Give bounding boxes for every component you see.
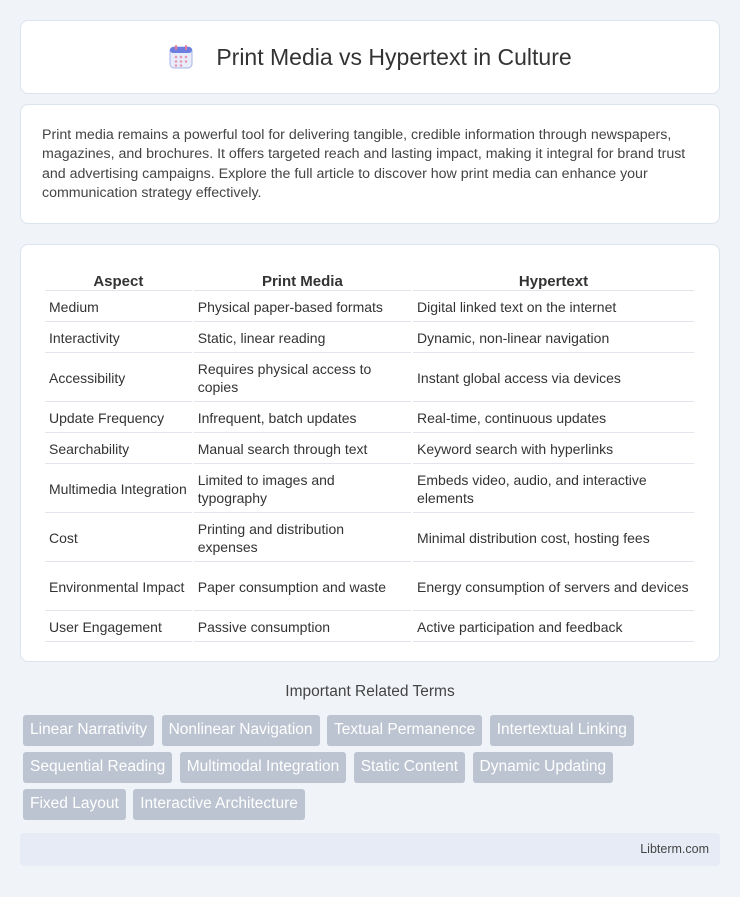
header-print-media: Print Media [194, 267, 411, 291]
intro-card [20, 104, 720, 224]
table-row [45, 466, 694, 513]
table-cell: Passive consumption [194, 613, 411, 642]
table-row [45, 564, 694, 611]
table-cell: Multimedia Integration [45, 466, 192, 513]
table-cell: Digital linked text on the internet [413, 293, 694, 322]
footer [20, 833, 720, 866]
related-terms-list [23, 715, 723, 826]
term-tag[interactable]: Linear Narrativity [23, 715, 154, 746]
term-tag[interactable]: Intertextual Linking [490, 715, 634, 746]
term-tag[interactable]: Fixed Layout [23, 789, 126, 820]
header-hypertext: Hypertext [413, 267, 694, 291]
table-cell: Requires physical access to copies [194, 355, 411, 402]
table-row [45, 404, 694, 433]
term-tag[interactable]: Textual Permanence [327, 715, 482, 746]
table-row [45, 613, 694, 642]
table-cell: Printing and distribution expenses [194, 515, 411, 562]
table-cell: Environmental Impact [45, 564, 192, 611]
table-cell: Minimal distribution cost, hosting fees [413, 515, 694, 562]
table-cell: Real-time, continuous updates [413, 404, 694, 433]
table-cell: Instant global access via devices [413, 355, 694, 402]
header-card [20, 20, 720, 94]
table-cell: Limited to images and typography [194, 466, 411, 513]
table-cell: Cost [45, 515, 192, 562]
intro-text: Print media remains a powerful tool for delivering tangible, credible information through newspapers, magazines, and brochures. It offers targeted reach and lasting impact, making it integral for brand trust and advertising campaigns. Explore the full article to discover how print media can enhance your communication strategy effectively. [42, 127, 686, 201]
table-cell: Active participation and feedback [413, 613, 694, 642]
table-cell: Searchability [45, 435, 192, 464]
comparison-table-card [20, 244, 720, 662]
related-terms-title: Important Related Terms [285, 683, 455, 700]
footer-site-link[interactable]: Libterm.com [640, 842, 709, 856]
table-cell: Keyword search with hyperlinks [413, 435, 694, 464]
comparison-table [43, 265, 696, 644]
table-cell: Medium [45, 293, 192, 322]
table-header-row [45, 267, 694, 291]
table-row [45, 515, 694, 562]
calendar-icon [168, 44, 194, 70]
table-cell: Interactivity [45, 324, 192, 353]
term-tag[interactable]: Dynamic Updating [473, 752, 614, 783]
term-tag[interactable]: Interactive Architecture [133, 789, 305, 820]
term-tag[interactable]: Nonlinear Navigation [162, 715, 320, 746]
table-row [45, 435, 694, 464]
table-cell: Paper consumption and waste [194, 564, 411, 611]
header-aspect: Aspect [45, 267, 192, 291]
table-cell: User Engagement [45, 613, 192, 642]
term-tag[interactable]: Static Content [354, 752, 465, 783]
table-row [45, 355, 694, 402]
table-cell: Dynamic, non-linear navigation [413, 324, 694, 353]
table-cell: Embeds video, audio, and interactive elements [413, 466, 694, 513]
table-cell: Energy consumption of servers and devices [413, 564, 694, 611]
table-cell: Update Frequency [45, 404, 192, 433]
term-tag[interactable]: Sequential Reading [23, 752, 172, 783]
table-cell: Manual search through text [194, 435, 411, 464]
page-title: Print Media vs Hypertext in Culture [216, 43, 572, 70]
table-row [45, 293, 694, 322]
table-row [45, 324, 694, 353]
table-cell: Accessibility [45, 355, 192, 402]
term-tag[interactable]: Multimodal Integration [180, 752, 347, 783]
table-cell: Infrequent, batch updates [194, 404, 411, 433]
table-cell: Physical paper-based formats [194, 293, 411, 322]
table-cell: Static, linear reading [194, 324, 411, 353]
